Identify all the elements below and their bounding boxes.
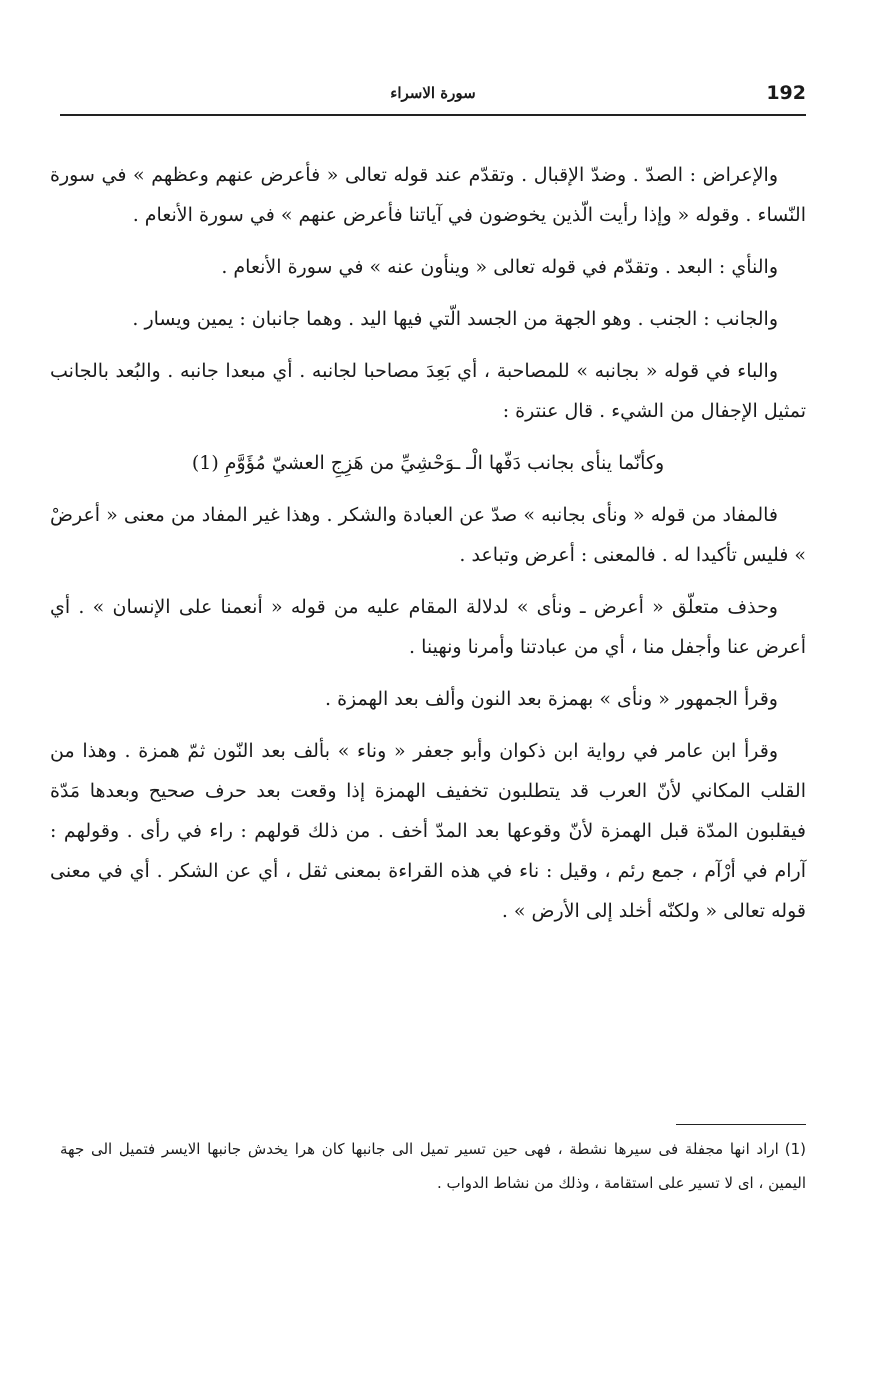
paragraph-naay: والنأي : البعد . وتقدّم في قوله تعالى « وينأون عنه » في سورة الأنعام .	[221, 256, 778, 278]
paragraph-hadhf: وحذف متعلّق « أعرض ـ ونأى » لدلالة المقام عليه من قوله « أنعمنا على الإنسان » . أي أعرض عنا وأجفل منا ، أي من عبادتنا وأمرنا ونهينا .	[50, 596, 806, 658]
footnote-text: اراد انها مجفلة فى سيرها نشطة ، فهى حين تسير تميل الى جانبها كان هرا يخدش جانبها الايسر فتميل الى جهة اليمين ، اى لا تسير على استقامة ، وذلك من نشاط الدواب .	[60, 1140, 806, 1192]
paragraph-qiraa-jumhur: وقرأ الجمهور « ونأى » بهمزة بعد النون وألف بعد الهمزة .	[325, 688, 778, 710]
footnote-marker: (1)	[784, 1140, 806, 1158]
paragraph-i3rad: والإعراض : الصدّ . وضدّ الإقبال . وتقدّم عند قوله تعالى « فأعرض عنهم وعظهم » في سورة النّساء . وقوله « وإذا رأيت الّذين يخوضون في آياتنا فأعرض عنهم » في سورة الأنعام .	[50, 164, 806, 226]
footnote-rule	[676, 1124, 806, 1125]
poetry-verse: وكأنّما ينأى بجانب دَفّها الْـ ـوَحْشِيِّ من هَزِجِ العشيّ مُؤَوَّمِ (1)	[191, 452, 665, 474]
paragraph-janib: والجانب : الجنب . وهو الجهة من الجسد الّتي فيها اليد . وهما جانبان : يمين ويسار .	[132, 308, 778, 330]
page-header	[60, 80, 806, 116]
paragraph-qiraa-ibn-amir: وقرأ ابن عامر في رواية ابن ذكوان وأبو جعفر « وناء » بألف بعد النّون ثمّ همزة . وهذا من القلب المكاني لأنّ العرب قد يتطلبون تخفيف الهمزة إذا وقعت بعد حرف صحيح وبعدها مَدّة فيقلبون المدّة قبل الهمزة لأنّ وقوعها بعد المدّ أخف . من ذلك قولهم : راء في رأى . وقولهم : آرام في أرْآم ، جمع رئم ، وقيل : ناء في هذه القراءة بمعنى ثقل ، أي عن الشكر . أي في معنى قوله تعالى « ولكنّه أخلد إلى الأرض » .	[50, 740, 806, 922]
footnote	[60, 1132, 806, 1200]
paragraph-mufad: فالمفاد من قوله « ونأى بجانبه » صدّ عن العبادة والشكر . وهذا غير المفاد من معنى « أعرضْ » فليس تأكيدا له . فالمعنى : أعرض وتباعد .	[50, 504, 806, 566]
main-text	[50, 155, 806, 943]
running-title: سورة الاسراء	[390, 84, 476, 102]
page-number: 192	[766, 82, 806, 104]
header-rule	[60, 114, 806, 116]
paragraph-ba: والباء في قوله « بجانبه » للمصاحبة ، أي بَعِدَ مصاحبا لجانبه . أي مبعدا جانبه . والبُعد بالجانب تمثيل الإجفال من الشيء . قال عنترة :	[50, 360, 806, 422]
